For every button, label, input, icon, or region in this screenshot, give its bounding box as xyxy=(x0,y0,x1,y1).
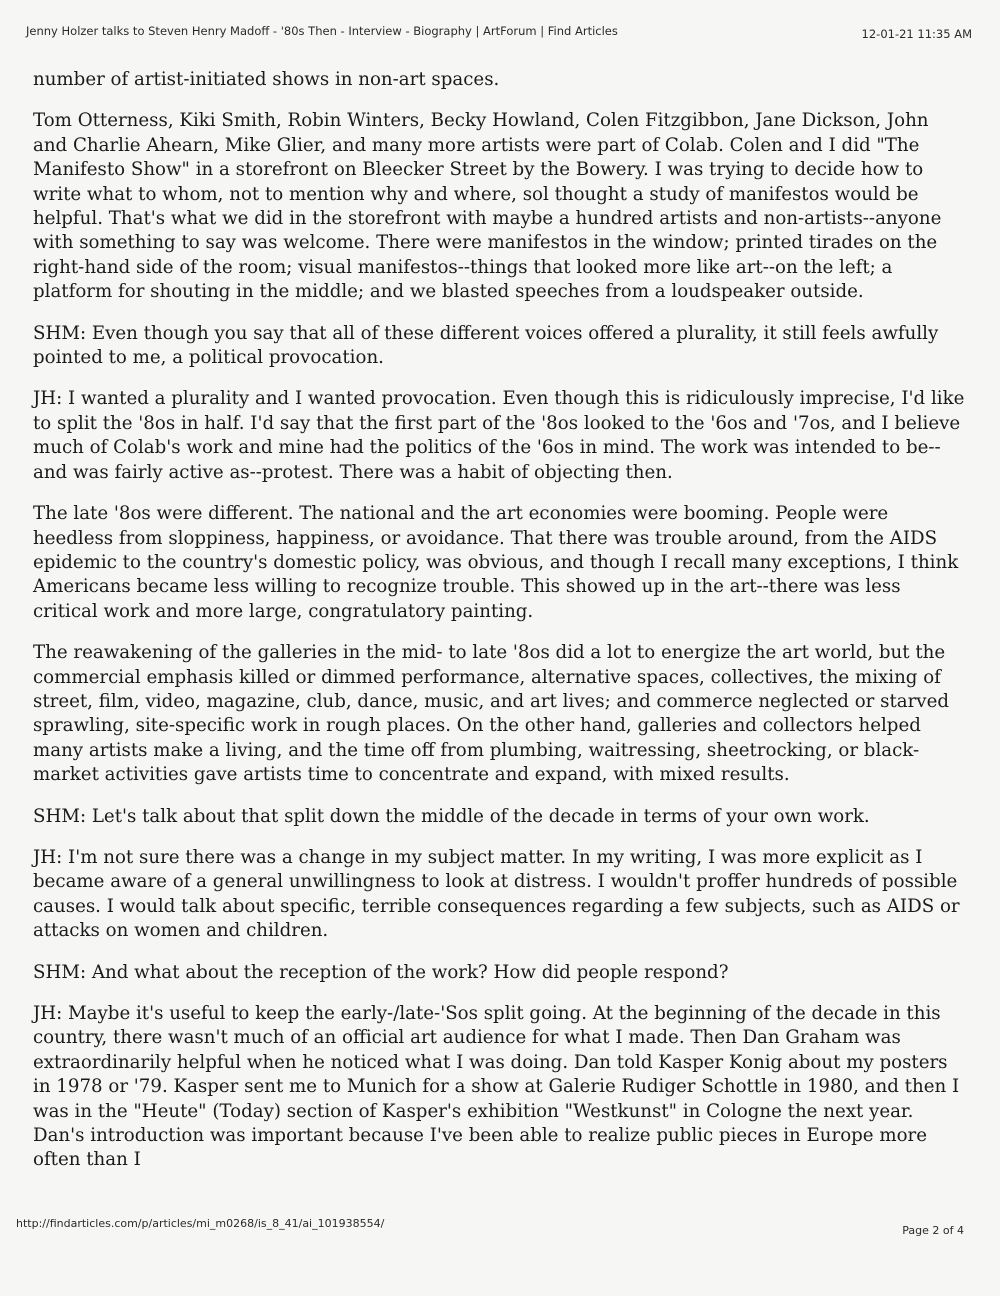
article-paragraph: The reawakening of the galleries in the mid- to late '8os did a lot to energize the art world, but the commercial emphasis killed or dimmed performance, alternative spaces, collectives, the mixing of street, film, video, magazine, club, dance, music, and art lives; and commerce neglected or starved sprawling, site-specific work in rough places. On the other hand, galleries and collectors helped many artists make a living, and the time off from plumbing, waitressing, sheetrocking, or black-market activities gave artists time to concentrate and expand, with mixed results. xyxy=(33,642,949,786)
article-paragraph: JH: Maybe it's useful to keep the early-/late-'Sos split going. At the beginning of the decade in this country, there wasn't much of an official art audience for what I made. Then Dan Graham was extraordinarily helpful when he noticed what I was doing. Dan told Kasper Konig about my posters in 1978 or '79. Kasper sent me to Munich for a show at Galerie Rudiger Schottle in 1980, and then I was in the "Heute" (Today) section of Kasper's exhibition "Westkunst" in Cologne the next year. Dan's introduction was important because I've been able to realize public pieces in Europe more often than I xyxy=(33,1003,960,1171)
page-header-title: Jenny Holzer talks to Steven Henry Madoff - '80s Then - Interview - Biography | ArtForum | Find Articles xyxy=(26,24,618,38)
article-paragraph: Tom Otterness, Kiki Smith, Robin Winters, Becky Howland, Colen Fitzgibbon, Jane Dickson, John and Charlie Ahearn, Mike Glier, and many more artists were part of Colab. Colen and I did "The Manifesto Show" in a storefront on Bleecker Street by the Bowery. I was trying to decide how to write what to whom, not to mention why and where, sol thought a study of manifestos would be helpful. That's what we did in the storefront with maybe a hundred artists and non-artists--anyone with something to say was welcome. There were manifestos in the window; printed tirades on the right-hand side of the room; visual manifestos--things that looked more like art--on the left; a platform for shouting in the middle; and we blasted speeches from a loudspeaker outside. xyxy=(33,110,942,303)
article-body xyxy=(33,68,968,1190)
article-paragraph: JH: I'm not sure there was a change in my subject matter. In my writing, I was more explicit as I became aware of a general unwillingness to look at distress. I wouldn't proffer hundreds of possible causes. I would talk about specific, terrible consequences regarding a few subjects, such as AIDS or attacks on women and children. xyxy=(33,846,960,942)
page-number: Page 2 of 4 xyxy=(902,1224,964,1237)
article-paragraph: SHM: And what about the reception of the work? How did people respond? xyxy=(33,961,729,983)
article-paragraph: number of artist-initiated shows in non-art spaces. xyxy=(33,69,500,90)
article-paragraph: SHM: Even though you say that all of these different voices offered a plurality, it still feels awfully pointed to me, a political provocation. xyxy=(33,322,939,369)
article-paragraph: The late '8os were different. The national and the art economies were booming. People were heedless from sloppiness, happiness, or avoidance. That there was trouble around, from the AIDS epidemic to the country's domestic policy, was obvious, and though I recall many exceptions, I think Americans became less willing to recognize trouble. This showed up in the art--there was less critical work and more large, congratulatory painting. xyxy=(33,503,959,622)
page-footer-url[interactable]: http://findarticles.com/p/articles/mi_m0268/is_8_41/ai_101938554/ xyxy=(16,1217,385,1230)
article-paragraph: JH: I wanted a plurality and I wanted provocation. Even though this is ridiculously imprecise, I'd like to split the '8os in half. I'd say that the first part of the '8os looked to the '6os and '7os, and I believe much of Colab's work and mine had the politics of the '6os in mind. The work was intended to be--and was fairly active as--protest. There was a habit of objecting then. xyxy=(33,388,965,483)
page-header-date: 12-01-21 11:35 AM xyxy=(861,27,972,41)
article-paragraph: SHM: Let's talk about that split down the middle of the decade in terms of your own work. xyxy=(33,805,870,827)
